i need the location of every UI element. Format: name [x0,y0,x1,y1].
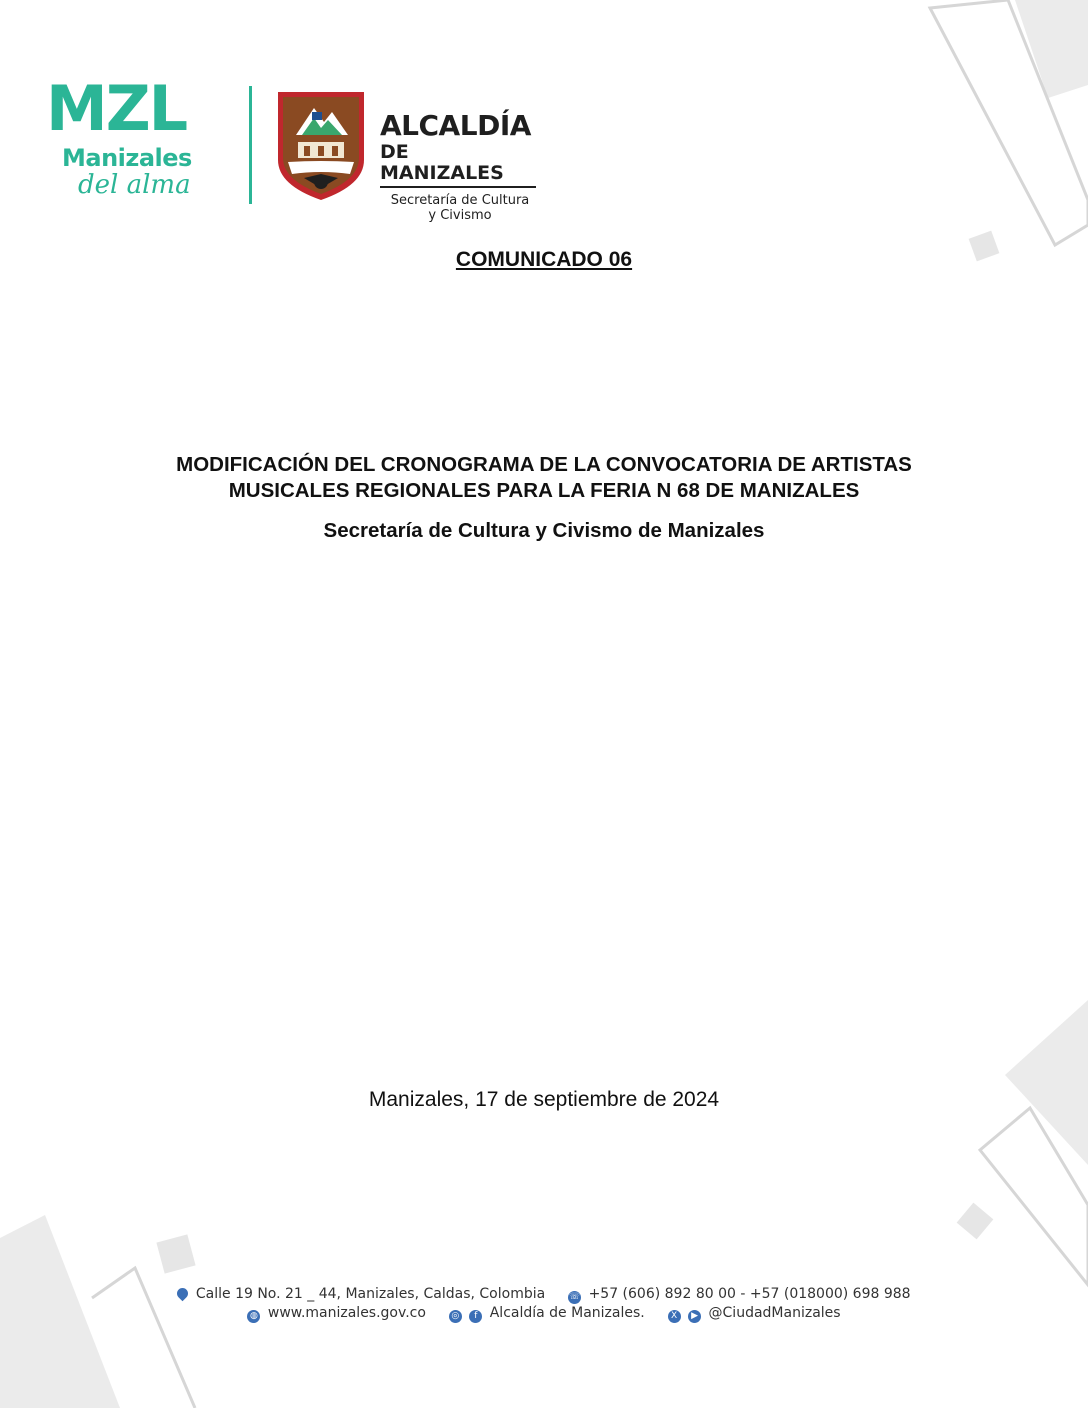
footer-handle: @CiudadManizales [708,1305,841,1321]
phone-icon: ☏ [568,1292,581,1302]
mzl-logo-city: Manizales [62,144,192,172]
document-title [110,452,978,504]
alcaldia-logo-text [380,109,550,224]
document-subtitle: Secretaría de Cultura y Civismo de Manizales [323,519,765,542]
document-title-line-2: MUSICALES REGIONALES PARA LA FERIA N 68 DE MANIZALES [228,479,860,502]
footer-website[interactable]: www.manizales.gov.co [267,1305,426,1321]
instagram-icon[interactable]: ◎ [449,1310,462,1323]
department-line-1: Secretaría de Cultura [390,192,530,208]
mzl-logo-tagline: del alma [78,170,191,200]
x-icon[interactable]: X [668,1310,681,1323]
footer-social-name: Alcaldía de Manizales. [489,1305,645,1321]
alcaldia-subtitle: DE MANIZALES [380,142,536,188]
document-date: Manizales, 17 de septiembre de 2024 [368,1088,720,1111]
footer-address: Calle 19 No. 21 _ 44, Manizales, Caldas, Colombia [195,1286,546,1302]
globe-icon: ◍ [247,1310,260,1323]
alcaldia-title: ALCALDÍA [380,109,531,142]
footer-phone: +57 (606) 892 80 00 - +57 (018000) 698 988 [588,1286,911,1302]
facebook-icon[interactable]: f [469,1310,482,1323]
communique-heading: COMUNICADO 06 [455,248,633,271]
alcaldia-department [380,194,540,224]
youtube-icon[interactable]: ▶ [688,1310,701,1323]
footer-web-row [0,1305,1088,1323]
document-title-line-1: MODIFICACIÓN DEL CRONOGRAMA DE LA CONVOCATORIA DE ARTISTAS [176,453,912,476]
department-line-2: y Civismo [428,207,492,223]
location-pin-icon [175,1286,191,1302]
logo-divider [249,86,252,204]
mzl-manizales-logo [44,72,234,206]
footer-contact-row [0,1286,1088,1304]
coat-of-arms-shield-icon [276,90,366,202]
mzl-logo-main: MZL [46,72,187,145]
